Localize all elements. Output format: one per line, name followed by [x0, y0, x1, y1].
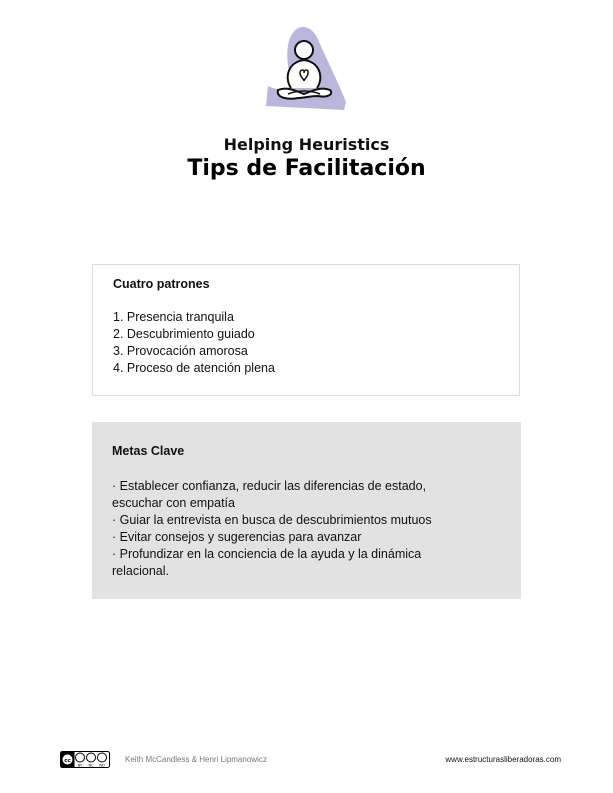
footer	[0, 751, 613, 771]
patterns-list	[113, 309, 503, 377]
list-item: · Evitar consejos y sugerencias para avanzar	[112, 530, 362, 544]
list-item: · Profundizar en la conciencia de la ayuda y la dinámica relacional.	[112, 547, 422, 578]
list-item: 4. Proceso de atención plena	[113, 361, 275, 375]
website-link[interactable]: www.estructurasliberadoras.com	[445, 755, 561, 764]
license-nd: ND	[99, 763, 105, 768]
list-item: · Establecer confianza, reducir las diferencias de estado, escuchar con empatía	[112, 479, 427, 510]
list-item: 2. Descubrimiento guiado	[113, 327, 255, 341]
goals-list	[112, 478, 457, 580]
page-title: Tips de Facilitación	[187, 156, 426, 181]
meditating-figure-logo-icon	[258, 26, 354, 116]
goals-box	[92, 422, 521, 599]
license-cc: cc	[64, 757, 71, 764]
list-item: 3. Provocación amorosa	[113, 344, 248, 358]
list-item: · Guiar la entrevista en busca de descubrimientos mutuos	[112, 513, 432, 527]
list-item: 1. Presencia tranquila	[113, 310, 234, 324]
creative-commons-license-icon	[60, 751, 110, 768]
goals-heading: Metas Clave	[112, 444, 185, 458]
patterns-heading: Cuatro patrones	[113, 277, 210, 291]
authors: Keith McCandless & Henri Lipmanowicz	[125, 755, 267, 764]
patterns-box	[92, 264, 520, 396]
subtitle: Helping Heuristics	[223, 135, 390, 154]
license-nc: NC	[88, 763, 94, 768]
license-by: BY	[77, 763, 83, 768]
